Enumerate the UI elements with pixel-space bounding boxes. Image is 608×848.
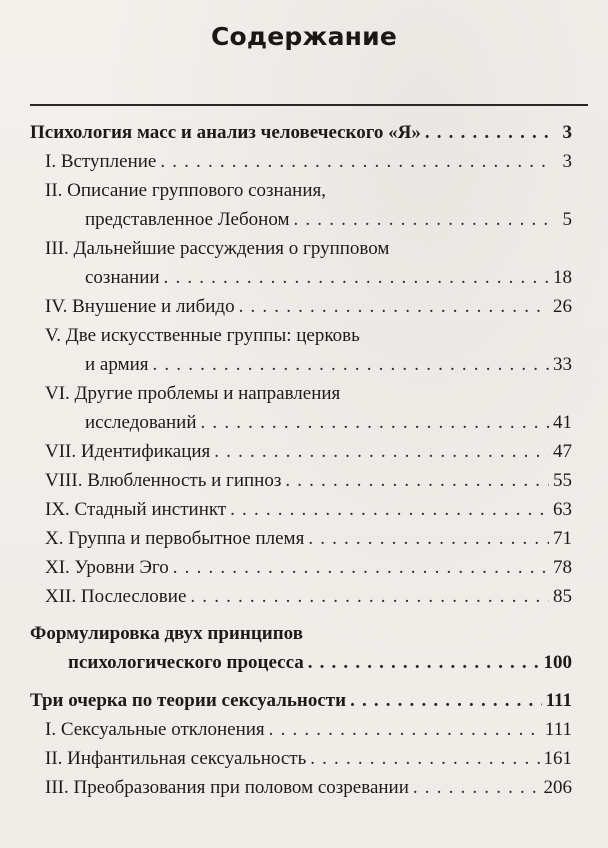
toc-chapter-title: X. Группа и первобытное племя bbox=[45, 528, 305, 549]
toc-chapter-title: IV. Внушение и либидо bbox=[45, 296, 235, 317]
toc-chapter-1-12[interactable] bbox=[30, 582, 572, 611]
toc-chapter-1-7[interactable] bbox=[30, 437, 572, 466]
dot-leader bbox=[285, 466, 549, 495]
toc-chapter-3-3[interactable] bbox=[30, 773, 572, 802]
toc-page-number: 41 bbox=[553, 412, 572, 433]
toc-section-3[interactable] bbox=[30, 686, 572, 715]
toc-chapter-title-cont: исследований bbox=[85, 412, 197, 433]
dot-leader bbox=[350, 686, 542, 715]
toc-page-number: 18 bbox=[553, 267, 572, 288]
toc-chapter-title: VI. Другие проблемы и направления bbox=[45, 383, 341, 404]
toc-page-number: 26 bbox=[553, 296, 572, 317]
toc-section-2[interactable] bbox=[30, 619, 572, 677]
page-title: Содержание bbox=[210, 22, 398, 51]
dot-leader bbox=[153, 350, 550, 379]
dot-leader bbox=[214, 437, 549, 466]
toc-chapter-title: II. Описание группового сознания, bbox=[45, 180, 326, 201]
dot-leader bbox=[230, 495, 549, 524]
toc-chapter-title: XII. Послесловие bbox=[45, 586, 187, 607]
dot-leader bbox=[413, 773, 540, 802]
toc-chapter-title: III. Дальнейшие рассуждения о групповом bbox=[45, 238, 390, 259]
toc-chapter-title-cont: сознании bbox=[85, 267, 160, 288]
toc-chapter-1-3[interactable] bbox=[30, 234, 572, 292]
toc-chapter-title: VIII. Влюбленность и гипноз bbox=[45, 470, 282, 491]
dot-leader bbox=[425, 118, 554, 147]
toc-page-number: 3 bbox=[562, 151, 572, 172]
toc-page-number: 55 bbox=[553, 470, 572, 491]
dot-leader bbox=[308, 648, 540, 677]
dot-leader bbox=[310, 744, 539, 773]
toc-page-number: 85 bbox=[553, 586, 572, 607]
dot-leader bbox=[294, 205, 555, 234]
section-spacer bbox=[30, 611, 572, 619]
toc-page-number: 111 bbox=[545, 690, 572, 711]
toc-section-title: Три очерка по теории сексуальности bbox=[30, 690, 347, 711]
toc-chapter-title-cont: и армия bbox=[85, 354, 149, 375]
toc-section-1[interactable] bbox=[30, 118, 572, 147]
toc-chapter-1-5[interactable] bbox=[30, 321, 572, 379]
dot-leader bbox=[308, 524, 549, 553]
dot-leader bbox=[201, 408, 549, 437]
dot-leader bbox=[160, 147, 554, 176]
toc-chapter-title: III. Преобразования при половом созревании bbox=[45, 777, 409, 798]
toc-chapter-3-1[interactable] bbox=[30, 715, 572, 744]
toc-chapter-title: V. Две искусственные группы: церковь bbox=[45, 325, 360, 346]
toc-chapter-1-2[interactable] bbox=[30, 176, 572, 234]
toc-chapter-title: I. Вступление bbox=[45, 151, 157, 172]
table-of-contents bbox=[30, 118, 572, 802]
toc-chapter-title: IX. Стадный инстинкт bbox=[45, 499, 227, 520]
toc-chapter-1-6[interactable] bbox=[30, 379, 572, 437]
dot-leader bbox=[269, 715, 541, 744]
toc-page-number: 111 bbox=[544, 719, 572, 740]
toc-chapter-1-1[interactable] bbox=[30, 147, 572, 176]
section-spacer bbox=[30, 677, 572, 686]
toc-chapter-3-2[interactable] bbox=[30, 744, 572, 773]
toc-page-number: 3 bbox=[562, 122, 572, 143]
dot-leader bbox=[239, 292, 549, 321]
toc-chapter-title: VII. Идентификация bbox=[45, 441, 211, 462]
toc-chapter-title: II. Инфантильная сексуальность bbox=[45, 748, 307, 769]
toc-section-title: Формулировка двух принципов bbox=[30, 623, 303, 644]
title-divider bbox=[30, 104, 588, 106]
dot-leader bbox=[173, 553, 549, 582]
toc-page-number: 206 bbox=[543, 777, 572, 798]
toc-page-number: 47 bbox=[553, 441, 572, 462]
toc-section-title: Психология масс и анализ человеческого «Я» bbox=[30, 122, 421, 143]
toc-page-number: 161 bbox=[543, 748, 572, 769]
toc-page-number: 63 bbox=[553, 499, 572, 520]
toc-chapter-1-10[interactable] bbox=[30, 524, 572, 553]
toc-chapter-title: XI. Уровни Эго bbox=[45, 557, 169, 578]
toc-chapter-title-cont: представленное Лебоном bbox=[85, 209, 290, 230]
dot-leader bbox=[190, 582, 549, 611]
toc-chapter-1-4[interactable] bbox=[30, 292, 572, 321]
toc-chapter-1-11[interactable] bbox=[30, 553, 572, 582]
toc-page-number: 33 bbox=[553, 354, 572, 375]
dot-leader bbox=[164, 263, 549, 292]
toc-chapter-1-8[interactable] bbox=[30, 466, 572, 495]
toc-page-number: 100 bbox=[543, 652, 572, 673]
toc-section-title-cont: психологического процесса bbox=[68, 652, 304, 673]
toc-chapter-title: I. Сексуальные отклонения bbox=[45, 719, 265, 740]
toc-page-number: 5 bbox=[562, 209, 572, 230]
toc-chapter-1-9[interactable] bbox=[30, 495, 572, 524]
toc-page-number: 71 bbox=[553, 528, 572, 549]
toc-page-number: 78 bbox=[553, 557, 572, 578]
